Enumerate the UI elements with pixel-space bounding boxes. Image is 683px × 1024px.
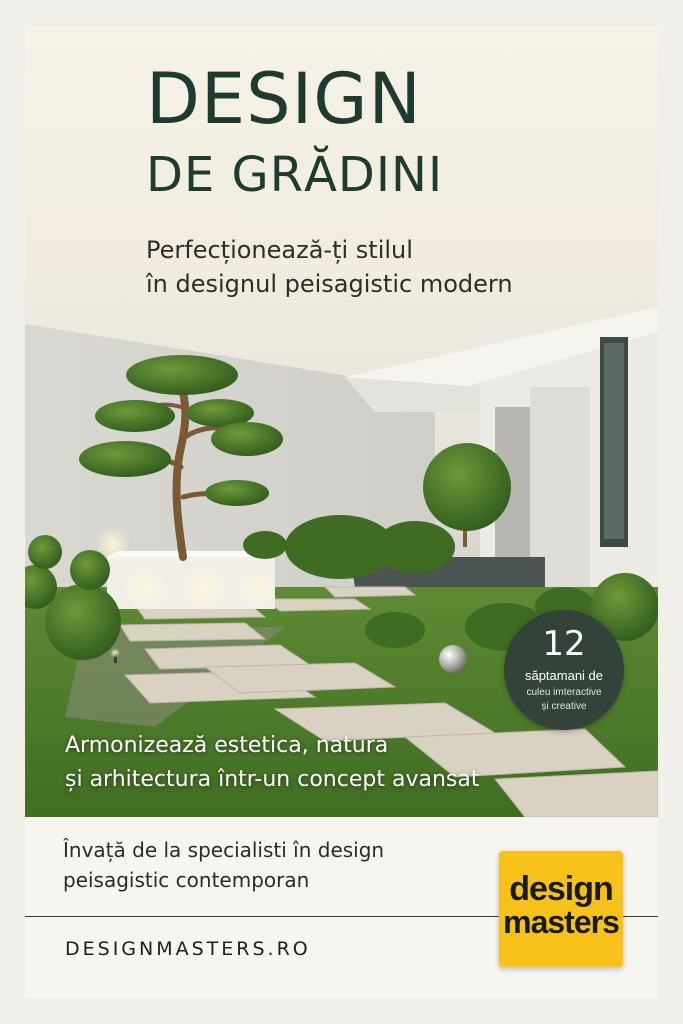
badge-line-1: săptamani de xyxy=(524,668,604,683)
title-line-2: DE GRĂDINI xyxy=(146,147,444,203)
learn-line-2: peisagistic contemporan xyxy=(63,868,310,892)
tagline-line-1: Armonizează estetica, natura xyxy=(65,733,389,758)
tagline-line-2: și arhitectura într-un concept avansat xyxy=(65,767,480,792)
learn-text xyxy=(63,835,493,895)
design-masters-logo xyxy=(499,851,623,967)
poster xyxy=(25,27,658,998)
tagline xyxy=(65,729,645,797)
weeks-badge xyxy=(504,610,624,730)
badge-line-2: culeu imteractive xyxy=(526,687,602,698)
logo-line-1: design xyxy=(509,870,613,908)
title-line-1: DESIGN xyxy=(146,58,422,140)
website-link[interactable]: DESIGNMASTERS.RO xyxy=(65,938,311,960)
subtitle xyxy=(146,233,626,301)
badge-number: 12 xyxy=(542,624,586,664)
learn-line-1: Învață de la specialisti în design xyxy=(63,838,385,862)
subtitle-line-1: Perfecționează-ți stilul xyxy=(146,236,413,264)
subtitle-line-2: în designul peisagistic modern xyxy=(146,270,513,298)
badge-line-3: și creative xyxy=(541,701,587,712)
garden-hero-image xyxy=(25,27,658,817)
logo-line-2: masters xyxy=(503,904,619,940)
